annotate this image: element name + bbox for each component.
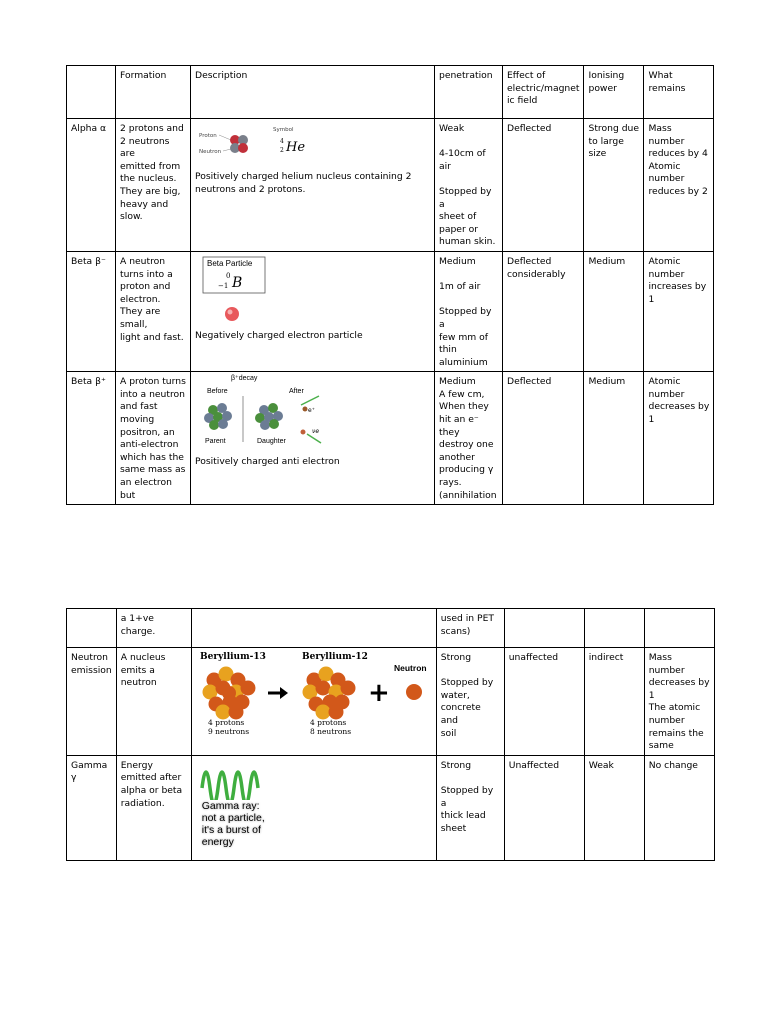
- neutron-label: Neutron: [199, 149, 222, 155]
- description-text: Negatively charged electron particle: [195, 329, 363, 341]
- row-ionising: Medium: [584, 251, 644, 371]
- plus-sign: +: [367, 678, 390, 708]
- table-row-beta-minus: [67, 251, 714, 371]
- beta-particle-figure: [195, 256, 355, 324]
- positron-icon: [303, 407, 308, 412]
- neutrino-label: νe: [312, 428, 320, 436]
- row-ionising: [584, 609, 644, 648]
- positron-label: e⁺: [308, 407, 315, 415]
- row-formation: A neutron turns into a proton and electron. They are small, light and fast.: [116, 251, 191, 371]
- row-description: [191, 119, 435, 252]
- beryllium12-nucleus-icon: [302, 667, 355, 720]
- row-name: Beta β⁻: [67, 251, 116, 371]
- table-row-neutron: [67, 648, 715, 756]
- neutron-title: Neutron: [393, 663, 427, 673]
- row-field-effect: unaffected: [504, 648, 584, 756]
- beta-element: B: [232, 274, 243, 291]
- header-field-effect: Effect of electric/magnet ic field: [503, 66, 584, 119]
- table-row-gamma: [67, 755, 715, 860]
- beryllium12-title: Beryllium-12: [301, 652, 368, 662]
- row-formation: A nucleus emits a neutron: [116, 648, 191, 756]
- electron-icon: [225, 307, 239, 321]
- row-penetration: Weak 4-10cm of air Stopped by a sheet of paper or human skin.: [435, 119, 503, 252]
- row-field-effect: [504, 609, 584, 648]
- row-remains: Atomic number decreases by 1: [644, 372, 714, 505]
- header-remains: What remains: [644, 66, 714, 119]
- positron-arrow-icon: [301, 396, 319, 405]
- mass-number: 4: [280, 138, 284, 145]
- header-type: [67, 66, 116, 119]
- beryllium13-title: Beryllium-13: [199, 652, 266, 662]
- row-formation: A proton turns into a neutron and fast moving positron, an anti-electron which has the same mass as an electron but: [116, 372, 191, 505]
- decay-label: β⁺decay: [231, 375, 258, 383]
- row-ionising: indirect: [584, 648, 644, 756]
- neutrino-arrow-icon: [307, 434, 321, 443]
- row-description: [191, 648, 436, 756]
- row-formation: a 1+ve charge.: [116, 609, 191, 648]
- header-formation: Formation: [116, 66, 191, 119]
- right-neutrons-label: 8 neutrons: [309, 727, 351, 736]
- row-penetration: Strong Stopped by water, concrete and soil: [436, 648, 504, 756]
- radiation-table-part2: [66, 608, 715, 861]
- row-remains: Mass number decreases by 1 The atomic number remains the same: [644, 648, 714, 756]
- before-label: Before: [207, 388, 228, 396]
- beta-mass: 0: [226, 271, 231, 280]
- description-text: Positively charged helium nucleus containing 2 neutrons and 2 protons.: [195, 171, 412, 195]
- left-neutrons-label: 9 neutrons: [207, 727, 249, 736]
- row-remains: Mass number reduces by 4 Atomic number reduces by 2: [644, 119, 714, 252]
- row-name: Neutron emission: [67, 648, 117, 756]
- proton-label: Proton: [199, 133, 217, 139]
- right-protons-label: 4 protons: [309, 718, 347, 727]
- row-field-effect: Deflected: [503, 119, 584, 252]
- continuation-row: [67, 609, 715, 648]
- row-penetration: Strong Stopped by a thick lead sheet: [436, 755, 504, 860]
- beryllium13-nucleus-icon: [202, 667, 255, 720]
- header-description: Description: [191, 66, 435, 119]
- neutron-emission-figure: [196, 650, 436, 736]
- row-field-effect: Deflected considerably: [503, 251, 584, 371]
- row-ionising: Weak: [584, 755, 644, 860]
- row-ionising: Medium: [584, 372, 644, 505]
- row-name: Alpha α: [67, 119, 116, 252]
- row-formation: 2 protons and 2 neutrons are emitted from the nucleus. They are big, heavy and slow.: [116, 119, 191, 252]
- after-label: After: [289, 388, 304, 396]
- row-ionising: Strong due to large size: [584, 119, 644, 252]
- daughter-label: Daughter: [257, 438, 286, 446]
- row-description: [191, 755, 436, 860]
- table-row-beta-plus: [67, 372, 714, 505]
- neutron-particle-icon: [406, 684, 422, 700]
- header-row: [67, 66, 714, 119]
- proton-icon: [238, 143, 248, 153]
- element-symbol: He: [286, 140, 306, 155]
- helium-nucleus-figure: [195, 123, 315, 165]
- beta-atomic: −1: [218, 281, 229, 290]
- row-remains: [644, 609, 714, 648]
- table-row-alpha: [67, 119, 714, 252]
- description-text: Positively charged anti electron: [195, 456, 340, 468]
- row-description: [191, 609, 436, 648]
- beta-plus-decay-figure: [195, 372, 335, 452]
- radiation-table-part1: [66, 65, 714, 505]
- row-field-effect: Deflected: [503, 372, 584, 505]
- symbol-label: Symbol: [273, 127, 294, 133]
- atomic-number: 2: [280, 147, 284, 154]
- row-remains: Atomic number increases by 1: [644, 251, 714, 371]
- daughter-nucleus-icon: [255, 403, 283, 430]
- row-field-effect: Unaffected: [504, 755, 584, 860]
- header-ionising: Ionising power: [584, 66, 644, 119]
- left-protons-label: 4 protons: [207, 718, 245, 727]
- beta-box-title: Beta Particle: [207, 258, 253, 268]
- row-penetration: Medium A few cm, When they hit an e⁻ they destroy one another producing γ rays. (annihilation: [435, 372, 503, 505]
- parent-nucleus-icon: [204, 403, 232, 430]
- row-name: Gamma γ: [67, 755, 117, 860]
- row-description: [191, 372, 435, 505]
- header-penetration: penetration: [435, 66, 503, 119]
- parent-label: Parent: [205, 438, 226, 446]
- gamma-caption: Gamma ray: not a particle, it's a burst of energy: [201, 799, 265, 848]
- row-penetration: Medium 1m of air Stopped by a few mm of thin aluminium: [435, 251, 503, 371]
- row-penetration: used in PET scans): [436, 609, 504, 648]
- row-name: Beta β⁺: [67, 372, 116, 505]
- row-remains: No change: [644, 755, 714, 860]
- gamma-wave-icon: [198, 758, 278, 800]
- row-name: [67, 609, 117, 648]
- neutrino-icon: [301, 430, 306, 435]
- row-formation: Energy emitted after alpha or beta radiation.: [116, 755, 191, 860]
- row-description: [191, 251, 435, 371]
